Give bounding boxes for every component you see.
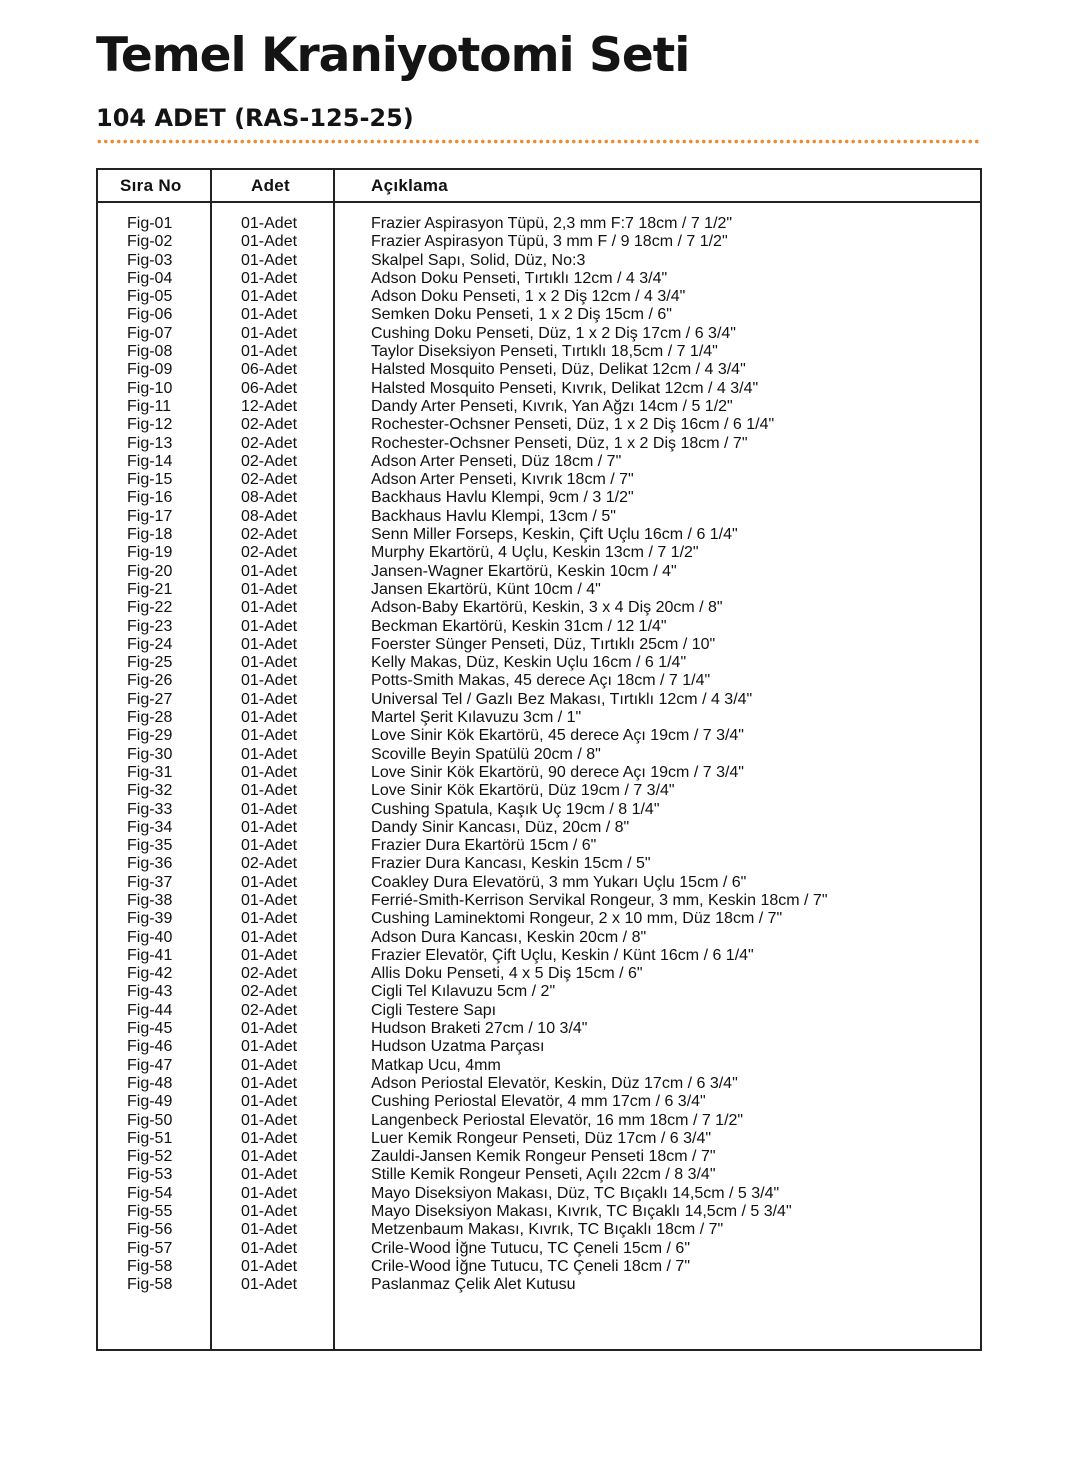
row-sira-no: Fig-12 bbox=[127, 416, 173, 434]
row-adet: 01-Adet bbox=[241, 233, 298, 251]
row-aciklama: Zauldi-Jansen Kemik Rongeur Penseti 18cm / 7" bbox=[371, 1148, 716, 1166]
row-aciklama: Cushing Doku Penseti, Düz, 1 x 2 Diş 17cm / 6 3/4" bbox=[371, 324, 736, 342]
page-title: Temel Kraniyotomi Seti bbox=[96, 28, 690, 83]
row-sira-no: Fig-55 bbox=[127, 1203, 173, 1221]
row-aciklama: Allis Doku Penseti, 4 x 5 Diş 15cm / 6" bbox=[371, 965, 643, 983]
table-row bbox=[98, 618, 980, 636]
table-row bbox=[98, 252, 980, 270]
row-adet: 01-Adet bbox=[241, 343, 298, 361]
row-aciklama: Martel Şerit Kılavuzu 3cm / 1" bbox=[371, 709, 582, 727]
row-adet: 12-Adet bbox=[241, 397, 298, 415]
row-aciklama: Adson Arter Penseti, Kıvrık 18cm / 7" bbox=[371, 471, 634, 489]
row-adet: 01-Adet bbox=[241, 288, 298, 306]
table-row bbox=[98, 819, 980, 837]
table-row bbox=[98, 489, 980, 507]
row-sira-no: Fig-02 bbox=[127, 233, 173, 251]
row-adet: 02-Adet bbox=[241, 965, 298, 983]
header-adet: Adet bbox=[251, 176, 290, 195]
row-adet: 01-Adet bbox=[241, 324, 298, 342]
row-sira-no: Fig-11 bbox=[127, 397, 172, 415]
row-aciklama: Cushing Laminektomi Rongeur, 2 x 10 mm, Düz 18cm / 7" bbox=[371, 910, 783, 928]
row-adet: 08-Adet bbox=[241, 489, 298, 507]
row-aciklama: Cushing Periostal Elevatör, 4 mm 17cm / 6 3/4" bbox=[371, 1093, 706, 1111]
table-row bbox=[98, 1240, 980, 1258]
table-row bbox=[98, 1020, 980, 1038]
row-sira-no: Fig-03 bbox=[127, 251, 173, 269]
table-row bbox=[98, 782, 980, 800]
row-adet: 01-Adet bbox=[241, 891, 298, 909]
row-aciklama: Ferrié-Smith-Kerrison Servikal Rongeur, 3 mm, Keskin 18cm / 7" bbox=[371, 891, 828, 909]
row-sira-no: Fig-50 bbox=[127, 1111, 173, 1129]
row-aciklama: Love Sinir Kök Ekartörü, 45 derece Açı 19cm / 7 3/4" bbox=[371, 727, 744, 745]
table-row bbox=[98, 380, 980, 398]
row-sira-no: Fig-49 bbox=[127, 1093, 173, 1111]
table-row bbox=[98, 654, 980, 672]
row-aciklama: Senn Miller Forseps, Keskin, Çift Uçlu 16cm / 6 1/4" bbox=[371, 526, 738, 544]
row-sira-no: Fig-25 bbox=[127, 654, 173, 672]
row-sira-no: Fig-45 bbox=[127, 1020, 173, 1038]
row-aciklama: Cigli Tel Kılavuzu 5cm / 2" bbox=[371, 983, 556, 1001]
table-row bbox=[98, 837, 980, 855]
table-row bbox=[98, 1112, 980, 1130]
row-aciklama: Rochester-Ochsner Penseti, Düz, 1 x 2 Diş 18cm / 7" bbox=[371, 434, 748, 452]
row-aciklama: Coakley Dura Elevatörü, 3 mm Yukarı Uçlu 15cm / 6" bbox=[371, 873, 747, 891]
row-adet: 01-Adet bbox=[241, 1074, 298, 1092]
row-sira-no: Fig-10 bbox=[127, 379, 173, 397]
row-sira-no: Fig-32 bbox=[127, 782, 173, 800]
row-sira-no: Fig-54 bbox=[127, 1184, 173, 1202]
table-row bbox=[98, 1075, 980, 1093]
row-aciklama: Halsted Mosquito Penseti, Kıvrık, Delikat 12cm / 4 3/4" bbox=[371, 379, 759, 397]
row-adet: 01-Adet bbox=[241, 837, 298, 855]
table-row bbox=[98, 929, 980, 947]
table-row bbox=[98, 874, 980, 892]
table-row bbox=[98, 435, 980, 453]
header-sira-no: Sıra No bbox=[120, 176, 182, 195]
row-aciklama: Frazier Dura Kancası, Keskin 15cm / 5" bbox=[371, 855, 651, 873]
table-row bbox=[98, 526, 980, 544]
row-aciklama: Jansen-Wagner Ekartörü, Keskin 10cm / 4" bbox=[371, 562, 677, 580]
table-row bbox=[98, 746, 980, 764]
table-row bbox=[98, 947, 980, 965]
table-row bbox=[98, 855, 980, 873]
row-sira-no: Fig-56 bbox=[127, 1221, 173, 1239]
row-adet: 01-Adet bbox=[241, 1038, 298, 1056]
row-adet: 01-Adet bbox=[241, 1093, 298, 1111]
table-row bbox=[98, 1276, 980, 1294]
row-adet: 06-Adet bbox=[241, 379, 298, 397]
row-adet: 01-Adet bbox=[241, 580, 298, 598]
row-adet: 02-Adet bbox=[241, 855, 298, 873]
row-adet: 02-Adet bbox=[241, 452, 298, 470]
row-sira-no: Fig-08 bbox=[127, 343, 173, 361]
row-sira-no: Fig-26 bbox=[127, 672, 173, 690]
table-row bbox=[98, 1002, 980, 1020]
row-adet: 01-Adet bbox=[241, 1111, 298, 1129]
table-row bbox=[98, 306, 980, 324]
page-subtitle: 104 ADET (RAS-125-25) bbox=[96, 104, 414, 132]
row-sira-no: Fig-34 bbox=[127, 818, 173, 836]
row-aciklama: Metzenbaum Makası, Kıvrık, TC Bıçaklı 18cm / 7" bbox=[371, 1221, 724, 1239]
table-row bbox=[98, 1148, 980, 1166]
table-row bbox=[98, 563, 980, 581]
row-sira-no: Fig-40 bbox=[127, 928, 173, 946]
table-body bbox=[98, 215, 980, 1295]
row-adet: 06-Adet bbox=[241, 361, 298, 379]
row-adet: 01-Adet bbox=[241, 800, 298, 818]
row-adet: 01-Adet bbox=[241, 1239, 298, 1257]
row-sira-no: Fig-57 bbox=[127, 1239, 173, 1257]
row-adet: 01-Adet bbox=[241, 782, 298, 800]
row-adet: 01-Adet bbox=[241, 672, 298, 690]
table-row bbox=[98, 1130, 980, 1148]
table-row bbox=[98, 398, 980, 416]
row-aciklama: Rochester-Ochsner Penseti, Düz, 1 x 2 Diş 16cm / 6 1/4" bbox=[371, 416, 775, 434]
table-row bbox=[98, 288, 980, 306]
row-aciklama: Langenbeck Periostal Elevatör, 16 mm 18cm / 7 1/2" bbox=[371, 1111, 744, 1129]
table-row bbox=[98, 910, 980, 928]
row-sira-no: Fig-35 bbox=[127, 837, 173, 855]
row-adet: 01-Adet bbox=[241, 1203, 298, 1221]
row-adet: 01-Adet bbox=[241, 1221, 298, 1239]
row-sira-no: Fig-18 bbox=[127, 526, 173, 544]
row-aciklama: Love Sinir Kök Ekartörü, 90 derece Açı 19cm / 7 3/4" bbox=[371, 763, 744, 781]
table-row bbox=[98, 270, 980, 288]
row-adet: 01-Adet bbox=[241, 1056, 298, 1074]
table-row bbox=[98, 1093, 980, 1111]
row-adet: 01-Adet bbox=[241, 709, 298, 727]
row-aciklama: Luer Kemik Rongeur Penseti, Düz 17cm / 6 3/4" bbox=[371, 1129, 712, 1147]
row-sira-no: Fig-52 bbox=[127, 1148, 173, 1166]
row-sira-no: Fig-28 bbox=[127, 709, 173, 727]
row-aciklama: Paslanmaz Çelik Alet Kutusu bbox=[371, 1276, 576, 1294]
row-sira-no: Fig-21 bbox=[127, 580, 173, 598]
row-aciklama: Crile-Wood İğne Tutucu, TC Çeneli 15cm / 6" bbox=[371, 1239, 691, 1257]
row-adet: 02-Adet bbox=[241, 434, 298, 452]
row-sira-no: Fig-17 bbox=[127, 507, 173, 525]
row-adet: 02-Adet bbox=[241, 416, 298, 434]
row-adet: 01-Adet bbox=[241, 306, 298, 324]
row-sira-no: Fig-43 bbox=[127, 983, 173, 1001]
row-sira-no: Fig-13 bbox=[127, 434, 173, 452]
row-aciklama: Frazier Aspirasyon Tüpü, 2,3 mm F:7 18cm / 7 1/2" bbox=[371, 215, 733, 232]
row-adet: 01-Adet bbox=[241, 1184, 298, 1202]
row-aciklama: Frazier Elevatör, Çift Uçlu, Keskin / Künt 16cm / 6 1/4" bbox=[371, 946, 754, 964]
table-row bbox=[98, 1038, 980, 1056]
table-row bbox=[98, 764, 980, 782]
table-row bbox=[98, 965, 980, 983]
row-sira-no: Fig-27 bbox=[127, 690, 173, 708]
table-row bbox=[98, 508, 980, 526]
row-aciklama: Kelly Makas, Düz, Keskin Uçlu 16cm / 6 1/4" bbox=[371, 654, 687, 672]
row-adet: 01-Adet bbox=[241, 928, 298, 946]
row-adet: 01-Adet bbox=[241, 1276, 298, 1294]
table-row bbox=[98, 453, 980, 471]
table-row bbox=[98, 691, 980, 709]
dotted-divider bbox=[96, 139, 980, 144]
row-sira-no: Fig-14 bbox=[127, 452, 173, 470]
row-sira-no: Fig-04 bbox=[127, 269, 173, 287]
row-sira-no: Fig-09 bbox=[127, 361, 173, 379]
row-adet: 01-Adet bbox=[241, 1020, 298, 1038]
row-sira-no: Fig-37 bbox=[127, 873, 173, 891]
table-row bbox=[98, 1166, 980, 1184]
table-row bbox=[98, 1258, 980, 1276]
row-adet: 02-Adet bbox=[241, 983, 298, 1001]
row-adet: 01-Adet bbox=[241, 562, 298, 580]
table-row bbox=[98, 892, 980, 910]
table-row bbox=[98, 325, 980, 343]
row-sira-no: Fig-58 bbox=[127, 1257, 173, 1275]
row-sira-no: Fig-31 bbox=[127, 763, 173, 781]
row-adet: 01-Adet bbox=[241, 690, 298, 708]
row-aciklama: Murphy Ekartörü, 4 Uçlu, Keskin 13cm / 7 1/2" bbox=[371, 544, 699, 562]
row-adet: 01-Adet bbox=[241, 1148, 298, 1166]
row-sira-no: Fig-05 bbox=[127, 288, 173, 306]
row-sira-no: Fig-46 bbox=[127, 1038, 173, 1056]
row-adet: 01-Adet bbox=[241, 599, 298, 617]
row-aciklama: Adson Dura Kancası, Keskin 20cm / 8" bbox=[371, 928, 647, 946]
row-sira-no: Fig-48 bbox=[127, 1074, 173, 1092]
row-sira-no: Fig-23 bbox=[127, 617, 173, 635]
row-adet: 02-Adet bbox=[241, 544, 298, 562]
row-aciklama: Adson Doku Penseti, Tırtıklı 12cm / 4 3/4" bbox=[371, 269, 668, 287]
header-aciklama: Açıklama bbox=[371, 176, 449, 195]
row-aciklama: Skalpel Sapı, Solid, Düz, No:3 bbox=[371, 251, 586, 269]
row-sira-no: Fig-29 bbox=[127, 727, 173, 745]
table-row bbox=[98, 1057, 980, 1075]
row-sira-no: Fig-06 bbox=[127, 306, 173, 324]
table-row bbox=[98, 1203, 980, 1221]
instrument-table bbox=[96, 168, 982, 1351]
table-row bbox=[98, 1221, 980, 1239]
row-sira-no: Fig-44 bbox=[127, 1001, 173, 1019]
row-sira-no: Fig-58 bbox=[127, 1276, 173, 1294]
row-adet: 01-Adet bbox=[241, 745, 298, 763]
row-aciklama: Dandy Sinir Kancası, Düz, 20cm / 8" bbox=[371, 818, 630, 836]
row-sira-no: Fig-30 bbox=[127, 745, 173, 763]
row-adet: 08-Adet bbox=[241, 507, 298, 525]
row-aciklama: Taylor Diseksiyon Penseti, Tırtıklı 18,5cm / 7 1/4" bbox=[371, 343, 718, 361]
row-adet: 01-Adet bbox=[241, 269, 298, 287]
row-aciklama: Hudson Uzatma Parçası bbox=[371, 1038, 545, 1056]
row-adet: 01-Adet bbox=[241, 727, 298, 745]
row-aciklama: Cigli Testere Sapı bbox=[371, 1001, 497, 1019]
table-row bbox=[98, 544, 980, 562]
row-adet: 01-Adet bbox=[241, 1129, 298, 1147]
row-aciklama: Crile-Wood İğne Tutucu, TC Çeneli 18cm / 7" bbox=[371, 1257, 691, 1275]
table-row bbox=[98, 636, 980, 654]
row-aciklama: Adson Periostal Elevatör, Keskin, Düz 17cm / 6 3/4" bbox=[371, 1074, 738, 1092]
table-row bbox=[98, 233, 980, 251]
row-adet: 01-Adet bbox=[241, 617, 298, 635]
table-row bbox=[98, 599, 980, 617]
row-adet: 02-Adet bbox=[241, 1001, 298, 1019]
table-row bbox=[98, 215, 980, 233]
row-sira-no: Fig-51 bbox=[127, 1129, 173, 1147]
table-row bbox=[98, 801, 980, 819]
row-adet: 01-Adet bbox=[241, 946, 298, 964]
row-aciklama: Adson Doku Penseti, 1 x 2 Diş 12cm / 4 3/4" bbox=[371, 288, 686, 306]
row-aciklama: Adson Arter Penseti, Düz 18cm / 7" bbox=[371, 452, 622, 470]
row-sira-no: Fig-01 bbox=[127, 215, 173, 232]
row-aciklama: Backhaus Havlu Klempi, 9cm / 3 1/2" bbox=[371, 489, 634, 507]
table-row bbox=[98, 709, 980, 727]
header-divider bbox=[98, 201, 980, 203]
row-adet: 02-Adet bbox=[241, 526, 298, 544]
row-aciklama: Frazier Aspirasyon Tüpü, 3 mm F / 9 18cm / 7 1/2" bbox=[371, 233, 728, 251]
row-aciklama: Foerster Sünger Penseti, Düz, Tırtıklı 25cm / 10" bbox=[371, 635, 716, 653]
table-row bbox=[98, 361, 980, 379]
row-sira-no: Fig-42 bbox=[127, 965, 173, 983]
row-adet: 01-Adet bbox=[241, 873, 298, 891]
row-aciklama: Universal Tel / Gazlı Bez Makası, Tırtıklı 12cm / 4 3/4" bbox=[371, 690, 753, 708]
row-sira-no: Fig-20 bbox=[127, 562, 173, 580]
row-aciklama: Love Sinir Kök Ekartörü, Düz 19cm / 7 3/4" bbox=[371, 782, 675, 800]
table-row bbox=[98, 1185, 980, 1203]
row-adet: 01-Adet bbox=[241, 910, 298, 928]
row-sira-no: Fig-39 bbox=[127, 910, 173, 928]
row-adet: 02-Adet bbox=[241, 471, 298, 489]
table-row bbox=[98, 416, 980, 434]
row-aciklama: Scoville Beyin Spatülü 20cm / 8" bbox=[371, 745, 601, 763]
row-aciklama: Adson-Baby Ekartörü, Keskin, 3 x 4 Diş 20cm / 8" bbox=[371, 599, 723, 617]
row-adet: 01-Adet bbox=[241, 763, 298, 781]
table-row bbox=[98, 983, 980, 1001]
row-aciklama: Cushing Spatula, Kaşık Uç 19cm / 8 1/4" bbox=[371, 800, 660, 818]
row-adet: 01-Adet bbox=[241, 654, 298, 672]
row-adet: 01-Adet bbox=[241, 1166, 298, 1184]
row-aciklama: Dandy Arter Penseti, Kıvrık, Yan Ağzı 14cm / 5 1/2" bbox=[371, 397, 733, 415]
row-aciklama: Stille Kemik Rongeur Penseti, Açılı 22cm / 8 3/4" bbox=[371, 1166, 716, 1184]
row-aciklama: Frazier Dura Ekartörü 15cm / 6" bbox=[371, 837, 597, 855]
row-sira-no: Fig-47 bbox=[127, 1056, 173, 1074]
row-sira-no: Fig-36 bbox=[127, 855, 173, 873]
row-aciklama: Mayo Diseksiyon Makası, Düz, TC Bıçaklı 14,5cm / 5 3/4" bbox=[371, 1184, 780, 1202]
row-sira-no: Fig-33 bbox=[127, 800, 173, 818]
row-adet: 01-Adet bbox=[241, 1257, 298, 1275]
row-adet: 01-Adet bbox=[241, 818, 298, 836]
table-row bbox=[98, 343, 980, 361]
row-sira-no: Fig-53 bbox=[127, 1166, 173, 1184]
row-aciklama: Beckman Ekartörü, Keskin 31cm / 12 1/4" bbox=[371, 617, 667, 635]
row-sira-no: Fig-24 bbox=[127, 635, 173, 653]
row-sira-no: Fig-41 bbox=[127, 946, 173, 964]
row-aciklama: Semken Doku Penseti, 1 x 2 Diş 15cm / 6" bbox=[371, 306, 672, 324]
row-aciklama: Jansen Ekartörü, Künt 10cm / 4" bbox=[371, 580, 601, 598]
table-row bbox=[98, 581, 980, 599]
row-aciklama: Backhaus Havlu Klempi, 13cm / 5" bbox=[371, 507, 616, 525]
table-row bbox=[98, 727, 980, 745]
row-sira-no: Fig-16 bbox=[127, 489, 173, 507]
row-aciklama: Mayo Diseksiyon Makası, Kıvrık, TC Bıçaklı 14,5cm / 5 3/4" bbox=[371, 1203, 792, 1221]
row-sira-no: Fig-38 bbox=[127, 891, 173, 909]
table-row bbox=[98, 672, 980, 690]
row-sira-no: Fig-19 bbox=[127, 544, 173, 562]
row-adet: 01-Adet bbox=[241, 251, 298, 269]
row-aciklama: Matkap Ucu, 4mm bbox=[371, 1056, 501, 1074]
row-aciklama: Hudson Braketi 27cm / 10 3/4" bbox=[371, 1020, 588, 1038]
row-adet: 01-Adet bbox=[241, 215, 298, 232]
row-aciklama: Halsted Mosquito Penseti, Düz, Delikat 12cm / 4 3/4" bbox=[371, 361, 746, 379]
row-adet: 01-Adet bbox=[241, 635, 298, 653]
row-sira-no: Fig-22 bbox=[127, 599, 173, 617]
row-aciklama: Potts-Smith Makas, 45 derece Açı 18cm / 7 1/4" bbox=[371, 672, 711, 690]
row-sira-no: Fig-07 bbox=[127, 324, 173, 342]
row-sira-no: Fig-15 bbox=[127, 471, 173, 489]
table-row bbox=[98, 471, 980, 489]
